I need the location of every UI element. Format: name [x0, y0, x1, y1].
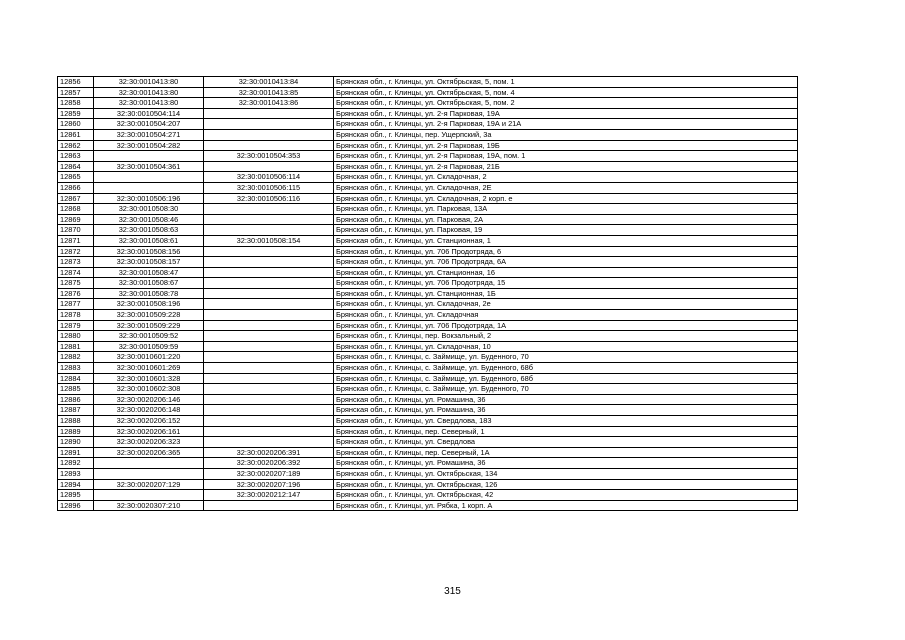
cadastral-number-cell: 32:30:0020206:365	[94, 447, 204, 458]
cadastral-number-cell: 32:30:0010504:271	[94, 129, 204, 140]
row-number-cell: 12886	[58, 394, 94, 405]
address-cell: Брянская обл., г. Клинцы, с. Займище, ул. Буденного, 68б	[334, 373, 798, 384]
related-cadastral-number-cell: 32:30:0010413:86	[204, 98, 334, 109]
address-cell: Брянская обл., г. Клинцы, ул. Октябрьская, 5, пом. 4	[334, 87, 798, 98]
related-cadastral-number-cell: 32:30:0020207:196	[204, 479, 334, 490]
table-row	[58, 468, 798, 479]
related-cadastral-number-cell	[204, 352, 334, 363]
address-cell: Брянская обл., г. Клинцы, с. Займище, ул. Буденного, 68б	[334, 363, 798, 374]
table-row	[58, 288, 798, 299]
related-cadastral-number-cell	[204, 204, 334, 215]
related-cadastral-number-cell	[204, 267, 334, 278]
related-cadastral-number-cell: 32:30:0010413:84	[204, 77, 334, 88]
address-cell: Брянская обл., г. Клинцы, ул. Складочная, 10	[334, 341, 798, 352]
row-number-cell: 12895	[58, 490, 94, 501]
table-row	[58, 172, 798, 183]
cadastral-number-cell: 32:30:0010508:47	[94, 267, 204, 278]
table-row	[58, 373, 798, 384]
table-row	[58, 500, 798, 511]
cadastral-number-cell: 32:30:0010508:67	[94, 278, 204, 289]
row-number-cell: 12867	[58, 193, 94, 204]
related-cadastral-number-cell	[204, 373, 334, 384]
cadastral-number-cell	[94, 182, 204, 193]
related-cadastral-number-cell	[204, 129, 334, 140]
address-cell: Брянская обл., г. Клинцы, ул. 706 Продотряда, 1А	[334, 320, 798, 331]
cadastral-number-cell: 32:30:0020207:129	[94, 479, 204, 490]
address-cell: Брянская обл., г. Клинцы, ул. Октябрьская, 126	[334, 479, 798, 490]
address-cell: Брянская обл., г. Клинцы, ул. Станционная, 1Б	[334, 288, 798, 299]
address-cell: Брянская обл., г. Клинцы, ул. 2-я Парковая, 19А	[334, 108, 798, 119]
address-cell: Брянская обл., г. Клинцы, ул. Складочная, 2	[334, 172, 798, 183]
address-cell: Брянская обл., г. Клинцы, ул. Ромашина, 36	[334, 405, 798, 416]
related-cadastral-number-cell	[204, 384, 334, 395]
address-cell: Брянская обл., г. Клинцы, ул. Складочная, 2е	[334, 299, 798, 310]
row-number-cell: 12865	[58, 172, 94, 183]
table-row	[58, 108, 798, 119]
records-table-body	[58, 77, 798, 511]
address-cell: Брянская обл., г. Клинцы, ул. Свердлова, 183	[334, 416, 798, 427]
row-number-cell: 12885	[58, 384, 94, 395]
row-number-cell: 12866	[58, 182, 94, 193]
related-cadastral-number-cell: 32:30:0010506:115	[204, 182, 334, 193]
related-cadastral-number-cell	[204, 437, 334, 448]
cadastral-number-cell: 32:30:0010509:228	[94, 310, 204, 321]
related-cadastral-number-cell: 32:30:0010506:114	[204, 172, 334, 183]
address-cell: Брянская обл., г. Клинцы, ул. Парковая, 19	[334, 225, 798, 236]
table-row	[58, 416, 798, 427]
row-number-cell: 12875	[58, 278, 94, 289]
related-cadastral-number-cell	[204, 108, 334, 119]
row-number-cell: 12879	[58, 320, 94, 331]
table-row	[58, 225, 798, 236]
address-cell: Брянская обл., г. Клинцы, с. Займище, ул. Буденного, 70	[334, 384, 798, 395]
related-cadastral-number-cell: 32:30:0010413:85	[204, 87, 334, 98]
related-cadastral-number-cell	[204, 331, 334, 342]
row-number-cell: 12860	[58, 119, 94, 130]
address-cell: Брянская обл., г. Клинцы, ул. 2-я Парковая, 19А и 21А	[334, 119, 798, 130]
address-cell: Брянская обл., г. Клинцы, пер. Северный, 1А	[334, 447, 798, 458]
related-cadastral-number-cell: 32:30:0010504:353	[204, 151, 334, 162]
table-row	[58, 490, 798, 501]
table-row	[58, 246, 798, 257]
cadastral-number-cell: 32:30:0010504:114	[94, 108, 204, 119]
row-number-cell: 12892	[58, 458, 94, 469]
table-row	[58, 479, 798, 490]
address-cell: Брянская обл., г. Клинцы, пер. Вокзальный, 2	[334, 331, 798, 342]
table-row	[58, 352, 798, 363]
cadastral-number-cell: 32:30:0020206:161	[94, 426, 204, 437]
row-number-cell: 12856	[58, 77, 94, 88]
address-cell: Брянская обл., г. Клинцы, ул. Рябка, 1 корп. А	[334, 500, 798, 511]
related-cadastral-number-cell: 32:30:0020206:392	[204, 458, 334, 469]
row-number-cell: 12863	[58, 151, 94, 162]
related-cadastral-number-cell: 32:30:0020207:189	[204, 468, 334, 479]
row-number-cell: 12882	[58, 352, 94, 363]
table-row	[58, 384, 798, 395]
row-number-cell: 12894	[58, 479, 94, 490]
row-number-cell: 12862	[58, 140, 94, 151]
related-cadastral-number-cell: 32:30:0020206:391	[204, 447, 334, 458]
address-cell: Брянская обл., г. Клинцы, с. Займище, ул. Буденного, 70	[334, 352, 798, 363]
cadastral-number-cell: 32:30:0010508:78	[94, 288, 204, 299]
cadastral-number-cell: 32:30:0010509:59	[94, 341, 204, 352]
table-row	[58, 119, 798, 130]
related-cadastral-number-cell	[204, 214, 334, 225]
cadastral-number-cell: 32:30:0010602:308	[94, 384, 204, 395]
cadastral-number-cell	[94, 490, 204, 501]
table-row	[58, 394, 798, 405]
related-cadastral-number-cell: 32:30:0020212:147	[204, 490, 334, 501]
address-cell: Брянская обл., г. Клинцы, ул. 706 Продотряда, 6А	[334, 257, 798, 268]
table-row	[58, 182, 798, 193]
table-row	[58, 140, 798, 151]
related-cadastral-number-cell	[204, 140, 334, 151]
address-cell: Брянская обл., г. Клинцы, ул. 706 Продотряда, 6	[334, 246, 798, 257]
table-row	[58, 214, 798, 225]
related-cadastral-number-cell	[204, 288, 334, 299]
cadastral-number-cell: 32:30:0010413:80	[94, 98, 204, 109]
cadastral-number-cell: 32:30:0010601:269	[94, 363, 204, 374]
address-cell: Брянская обл., г. Клинцы, ул. Октябрьская, 5, пом. 1	[334, 77, 798, 88]
cadastral-number-cell: 32:30:0010508:157	[94, 257, 204, 268]
table-row	[58, 437, 798, 448]
related-cadastral-number-cell	[204, 394, 334, 405]
address-cell: Брянская обл., г. Клинцы, ул. Парковая, 13А	[334, 204, 798, 215]
row-number-cell: 12871	[58, 235, 94, 246]
row-number-cell: 12888	[58, 416, 94, 427]
cadastral-number-cell: 32:30:0010601:220	[94, 352, 204, 363]
cadastral-number-cell	[94, 458, 204, 469]
table-row	[58, 278, 798, 289]
row-number-cell: 12880	[58, 331, 94, 342]
table-row	[58, 204, 798, 215]
related-cadastral-number-cell	[204, 341, 334, 352]
table-row	[58, 341, 798, 352]
row-number-cell: 12859	[58, 108, 94, 119]
address-cell: Брянская обл., г. Клинцы, ул. Складочная	[334, 310, 798, 321]
cadastral-number-cell: 32:30:0010509:52	[94, 331, 204, 342]
address-cell: Брянская обл., г. Клинцы, ул. Октябрьская, 134	[334, 468, 798, 479]
address-cell: Брянская обл., г. Клинцы, ул. 2-я Парковая, 19А, пом. 1	[334, 151, 798, 162]
address-cell: Брянская обл., г. Клинцы, ул. Складочная, 2Е	[334, 182, 798, 193]
table-row	[58, 161, 798, 172]
table-row	[58, 405, 798, 416]
address-cell: Брянская обл., г. Клинцы, ул. Свердлова	[334, 437, 798, 448]
row-number-cell: 12883	[58, 363, 94, 374]
related-cadastral-number-cell	[204, 225, 334, 236]
address-cell: Брянская обл., г. Клинцы, ул. 2-я Парковая, 21Б	[334, 161, 798, 172]
cadastral-number-cell: 32:30:0010509:229	[94, 320, 204, 331]
cadastral-number-cell: 32:30:0010601:328	[94, 373, 204, 384]
address-cell: Брянская обл., г. Клинцы, пер. Северный, 1	[334, 426, 798, 437]
address-cell: Брянская обл., г. Клинцы, ул. Октябрьская, 5, пом. 2	[334, 98, 798, 109]
related-cadastral-number-cell: 32:30:0010506:116	[204, 193, 334, 204]
row-number-cell: 12864	[58, 161, 94, 172]
cadastral-number-cell	[94, 172, 204, 183]
records-table	[57, 76, 798, 511]
table-row	[58, 458, 798, 469]
address-cell: Брянская обл., г. Клинцы, ул. Станционная, 16	[334, 267, 798, 278]
cadastral-number-cell: 32:30:0020206:146	[94, 394, 204, 405]
row-number-cell: 12873	[58, 257, 94, 268]
table-row	[58, 257, 798, 268]
row-number-cell: 12878	[58, 310, 94, 321]
related-cadastral-number-cell	[204, 310, 334, 321]
cadastral-number-cell: 32:30:0010508:30	[94, 204, 204, 215]
cadastral-number-cell: 32:30:0020307:210	[94, 500, 204, 511]
related-cadastral-number-cell	[204, 426, 334, 437]
table-row	[58, 77, 798, 88]
row-number-cell: 12858	[58, 98, 94, 109]
related-cadastral-number-cell	[204, 278, 334, 289]
table-row	[58, 320, 798, 331]
row-number-cell: 12881	[58, 341, 94, 352]
address-cell: Брянская обл., г. Клинцы, ул. Парковая, 2А	[334, 214, 798, 225]
table-row	[58, 299, 798, 310]
row-number-cell: 12861	[58, 129, 94, 140]
row-number-cell: 12869	[58, 214, 94, 225]
table-row	[58, 363, 798, 374]
cadastral-number-cell: 32:30:0020206:152	[94, 416, 204, 427]
related-cadastral-number-cell	[204, 405, 334, 416]
address-cell: Брянская обл., г. Клинцы, ул. Складочная, 2 корп. е	[334, 193, 798, 204]
related-cadastral-number-cell	[204, 161, 334, 172]
table-row	[58, 447, 798, 458]
related-cadastral-number-cell	[204, 500, 334, 511]
row-number-cell: 12887	[58, 405, 94, 416]
cadastral-number-cell: 32:30:0010506:196	[94, 193, 204, 204]
address-cell: Брянская обл., г. Клинцы, пер. Ущерпский, 3а	[334, 129, 798, 140]
related-cadastral-number-cell	[204, 320, 334, 331]
table-row	[58, 151, 798, 162]
table-row	[58, 267, 798, 278]
cadastral-number-cell	[94, 151, 204, 162]
address-cell: Брянская обл., г. Клинцы, ул. Ромашина, 36	[334, 394, 798, 405]
row-number-cell: 12874	[58, 267, 94, 278]
related-cadastral-number-cell	[204, 363, 334, 374]
table-row	[58, 129, 798, 140]
table-row	[58, 310, 798, 321]
cadastral-number-cell: 32:30:0020206:323	[94, 437, 204, 448]
row-number-cell: 12877	[58, 299, 94, 310]
cadastral-number-cell: 32:30:0010508:46	[94, 214, 204, 225]
row-number-cell: 12884	[58, 373, 94, 384]
cadastral-number-cell: 32:30:0020206:148	[94, 405, 204, 416]
row-number-cell: 12896	[58, 500, 94, 511]
address-cell: Брянская обл., г. Клинцы, ул. 706 Продотряда, 15	[334, 278, 798, 289]
table-row	[58, 331, 798, 342]
row-number-cell: 12890	[58, 437, 94, 448]
row-number-cell: 12893	[58, 468, 94, 479]
row-number-cell: 12876	[58, 288, 94, 299]
cadastral-number-cell: 32:30:0010504:282	[94, 140, 204, 151]
address-cell: Брянская обл., г. Клинцы, ул. 2-я Парковая, 19Б	[334, 140, 798, 151]
table-row	[58, 87, 798, 98]
cadastral-number-cell: 32:30:0010508:61	[94, 235, 204, 246]
table-row	[58, 98, 798, 109]
related-cadastral-number-cell	[204, 246, 334, 257]
related-cadastral-number-cell	[204, 299, 334, 310]
cadastral-number-cell: 32:30:0010508:63	[94, 225, 204, 236]
row-number-cell: 12891	[58, 447, 94, 458]
cadastral-number-cell: 32:30:0010413:80	[94, 87, 204, 98]
page-number: 315	[444, 586, 461, 597]
cadastral-number-cell: 32:30:0010504:207	[94, 119, 204, 130]
cadastral-number-cell: 32:30:0010508:196	[94, 299, 204, 310]
address-cell: Брянская обл., г. Клинцы, ул. Октябрьская, 42	[334, 490, 798, 501]
related-cadastral-number-cell	[204, 119, 334, 130]
row-number-cell: 12889	[58, 426, 94, 437]
address-cell: Брянская обл., г. Клинцы, ул. Станционная, 1	[334, 235, 798, 246]
table-row	[58, 426, 798, 437]
table-row	[58, 235, 798, 246]
related-cadastral-number-cell	[204, 416, 334, 427]
row-number-cell: 12870	[58, 225, 94, 236]
related-cadastral-number-cell	[204, 257, 334, 268]
cadastral-number-cell: 32:30:0010413:80	[94, 77, 204, 88]
row-number-cell: 12872	[58, 246, 94, 257]
row-number-cell: 12857	[58, 87, 94, 98]
cadastral-number-cell: 32:30:0010508:156	[94, 246, 204, 257]
related-cadastral-number-cell: 32:30:0010508:154	[204, 235, 334, 246]
row-number-cell: 12868	[58, 204, 94, 215]
cadastral-number-cell: 32:30:0010504:361	[94, 161, 204, 172]
table-row	[58, 193, 798, 204]
address-cell: Брянская обл., г. Клинцы, ул. Ромашина, 36	[334, 458, 798, 469]
cadastral-number-cell	[94, 468, 204, 479]
